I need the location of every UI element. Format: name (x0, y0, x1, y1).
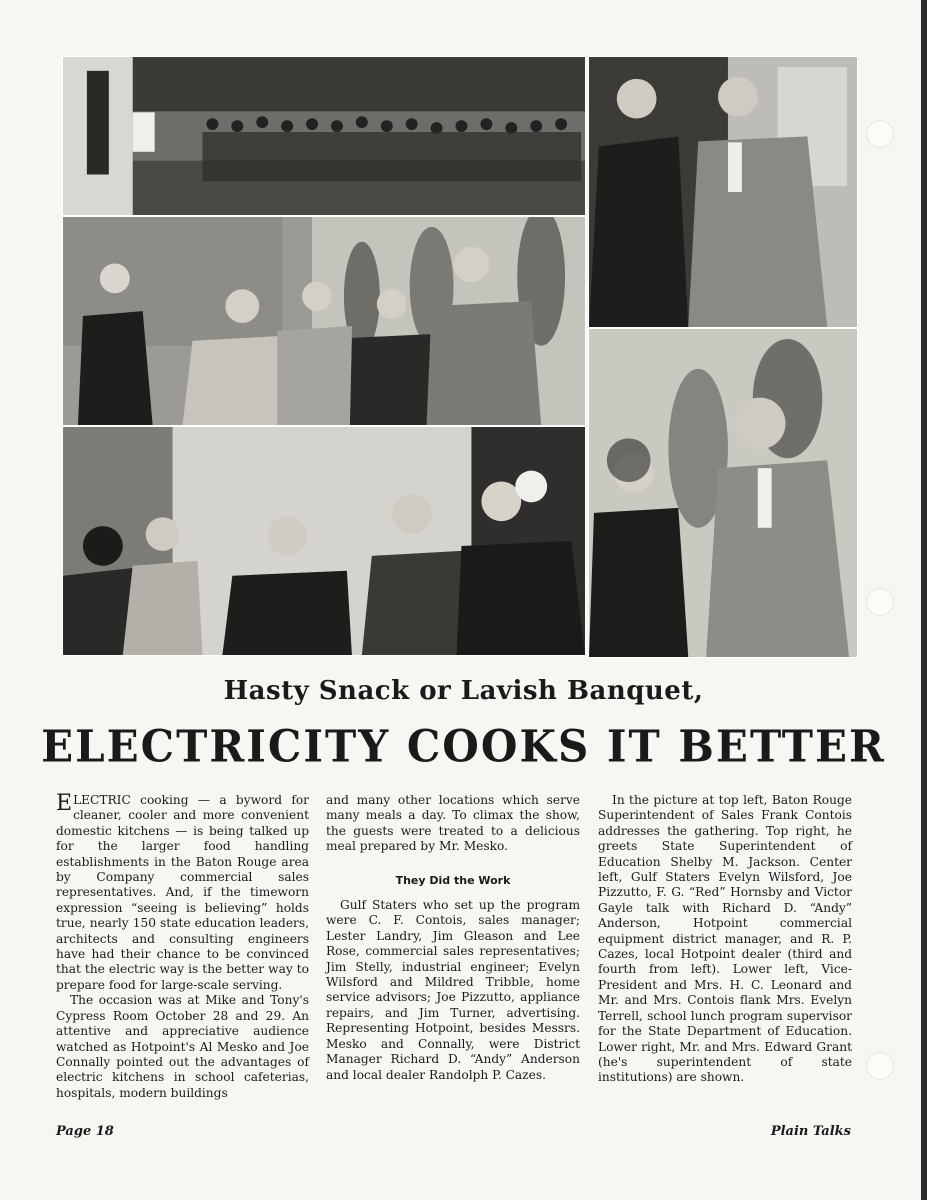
paragraph: Gulf Staters who set up the program were C. F. Contois, sales manager; Lester Landry, Jim Gleason and Lee Rose, commercial sales representatives; Jim Stelly, industrial engineer; Evelyn Wilsford and Mildred Tribble, home service advisors; Joe Pizzutto, appliance repairs, and Jim Turner, advertising. Representing Hotpoint, besides Messrs. Mesko and Connally, were District Manager Richard D. “Andy” Anderson and local dealer Randolph P. Cazes. (326, 898, 580, 1082)
photo-lower-right (588, 328, 858, 658)
article-subtitle: Hasty Snack or Lavish Banquet, (223, 676, 704, 706)
photo-group-center (62, 216, 586, 426)
paragraph (56, 793, 309, 993)
body-column-2 (326, 793, 580, 1083)
drop-cap: E (56, 791, 73, 816)
paragraph: The occasion was at Mike and Tony's Cypress Room October 28 and 29. An attentive and appreciative audience watched as Hotpoint's Al Mesko and Joe Connally pointed out the advantages of electric kitchens in school cafeterias, hospitals, modern buildings (56, 993, 309, 1100)
binder-hole (866, 588, 894, 616)
article-headline: ELECTRICITY COOKS IT BETTER (41, 720, 886, 773)
paragraph: and many other locations which serve many meals a day. To climax the show, the guests were treated to a delicious meal prepared by Mr. Mesko. (326, 793, 580, 854)
page-edge (921, 0, 927, 1200)
paragraph-text: LECTRIC cooking — a byword for cleaner, cooler and more convenient domestic kitchens — is being talked up for the larger food handling establishments in the Baton Rouge area by Company commercial sales representatives. And, if the timeworn expression “seeing is believing” holds true, nearly 150 state education leaders, architects and consulting engineers have had their chance to be convinced that the electric way is the better way to prepare food for large-scale serving. (56, 793, 309, 992)
section-heading: They Did the Work (395, 873, 511, 887)
photo-audience (62, 56, 586, 216)
page-number: Page 18 (56, 1124, 114, 1139)
paragraph: In the picture at top left, Baton Rouge Superintendent of Sales Frank Contois addresses the gathering. Top right, he greets State Superintendent of Education Shelby M. Jackson. Center left, Gulf Staters Evelyn Wilsford, Joe Pizzutto, F. G. “Red” Hornsby and Victor Gayle talk with Richard D. “Andy” Anderson, Hotpoint commercial equipment district manager, and R. P. Cazes, local Hotpoint dealer (third and fourth from left). Lower left, Vice-President and Mrs. H. C. Leonard and Mr. and Mrs. Contois flank Mrs. Evelyn Terrell, school lunch program supervisor for the State Department of Education. Lower right, Mr. and Mrs. Edward Grant (he's superintendent of state institutions) are shown. (598, 793, 852, 1085)
binder-hole (866, 120, 894, 148)
publication-name: Plain Talks (770, 1124, 851, 1139)
binder-hole (866, 1052, 894, 1080)
photo-greeting (588, 56, 858, 328)
photo-lower-left (62, 426, 586, 656)
body-column-3 (598, 793, 852, 1086)
body-column-1 (56, 793, 309, 1101)
